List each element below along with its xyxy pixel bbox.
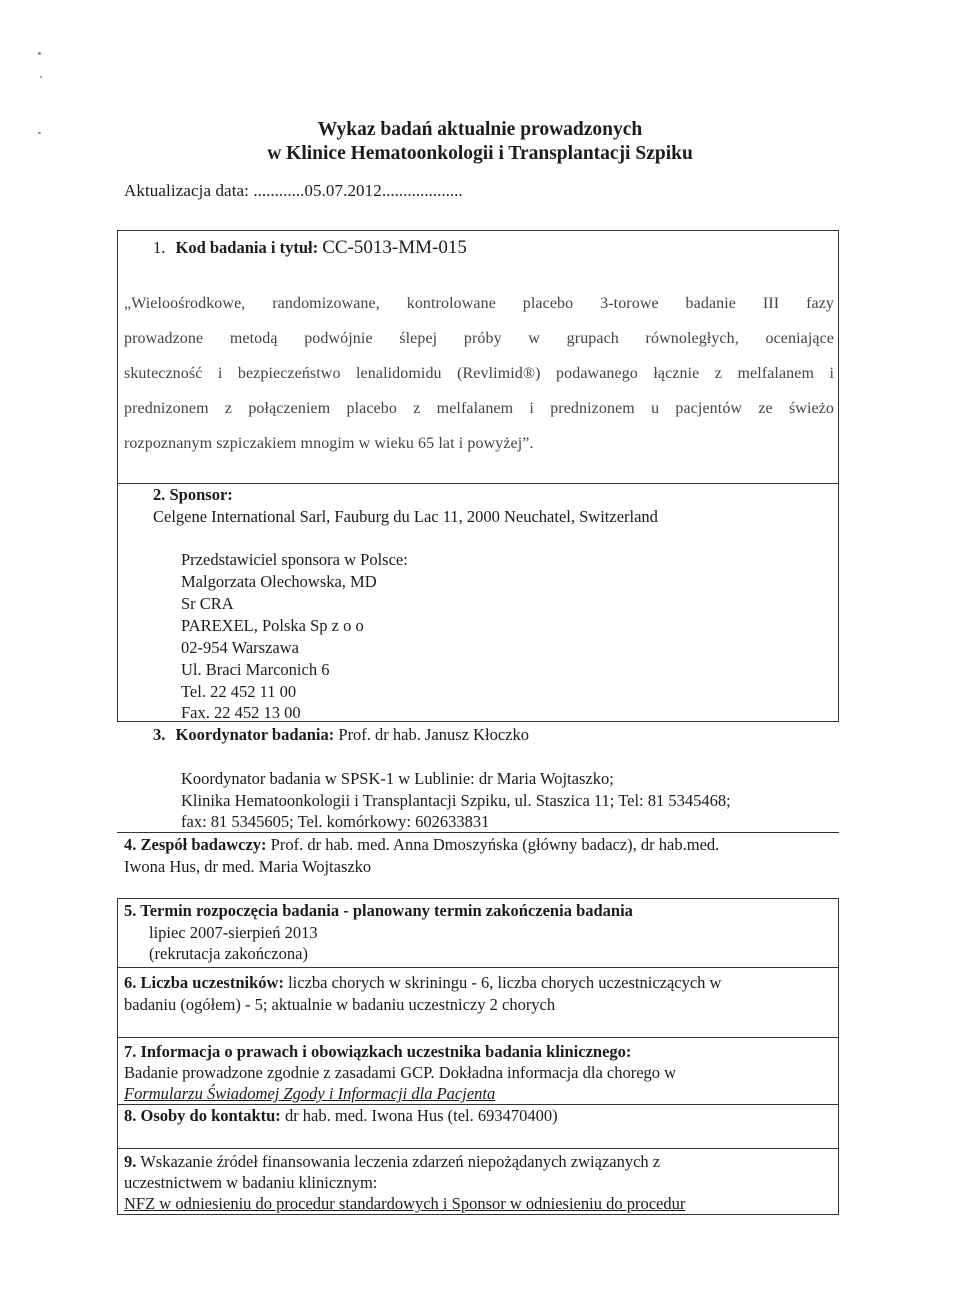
- rights-info-line1: Badanie prowadzone zgodnie z zasadami GCP. Dokładna informacja dla chorego w: [124, 1063, 677, 1082]
- scan-speck: [38, 52, 41, 55]
- sponsor-rep-line: Przedstawiciel sponsora w Polsce:: [181, 550, 408, 569]
- funding-line: uczestnictwem w badaniu klinicznym:: [124, 1173, 378, 1192]
- scan-speck: [40, 76, 42, 78]
- section-number: 9.: [124, 1152, 137, 1171]
- study-title-line: rozpoznanym szpiczakiem mnogim w wieku 65 lat i powyżej”.: [124, 435, 534, 452]
- coordinator-line: Klinika Hematoonkologii i Transplantacji Szpiku, ul. Staszica 11; Tel: 81 5345468;: [181, 791, 731, 810]
- update-date: [124, 181, 463, 201]
- rights-info-line2: Formularzu Świadomej Zgody i Informacji dla Pacjenta: [124, 1084, 496, 1103]
- document-title-line2: w Klinice Hematoonkologii i Transplantacji Szpiku: [267, 143, 693, 164]
- participants-line2: badaniu (ogółem) - 5; aktualnie w badaniu uczestniczy 2 chorych: [124, 995, 556, 1014]
- section-number: 3.: [153, 725, 166, 744]
- coordinator-line: Koordynator badania w SPSK-1 w Lublinie: dr Maria Wojtaszko;: [181, 769, 614, 788]
- dot-leader: ...................: [381, 181, 463, 200]
- section-9-heading: [124, 1152, 660, 1172]
- participants-count: liczba chorych w skriningu - 6, liczba chorych uczestniczących w: [288, 973, 722, 992]
- section-label: Kod badania i tytuł:: [175, 238, 319, 257]
- update-date-value: 05.07.2012: [304, 181, 382, 200]
- section-7-heading: 7. Informacja o prawach i obowiązkach uczestnika badania klinicznego:: [124, 1042, 632, 1061]
- funding-line: Wskazanie źródeł finansowania leczenia zdarzeń niepożądanych związanych z: [140, 1152, 661, 1171]
- study-title-line: skuteczność i bezpieczeństwo lenalidomidu (Revlimid®) podawanego łącznie z melfalanem i: [124, 365, 834, 382]
- section-number: 1.: [153, 238, 166, 257]
- section-2-heading: [153, 485, 233, 505]
- document-title-line1: Wykaz badań aktualnie prowadzonych: [317, 119, 643, 140]
- coordinator-name: Prof. dr hab. Janusz Kłoczko: [338, 725, 530, 744]
- study-title-line: „Wieloośrodkowe, randomizowane, kontrolowane placebo 3-torowe badanie III fazy: [124, 295, 834, 312]
- section-label: 6. Liczba uczestników:: [124, 973, 284, 992]
- section-4-heading: [124, 835, 719, 855]
- research-team: Prof. dr hab. med. Anna Dmoszyńska (główny badacz), dr hab.med.: [270, 835, 720, 854]
- section-1-heading: [153, 238, 467, 258]
- study-title-line: prednizonem z połączeniem placebo z melfalanem i prednizonem u pacjentów ze świeżo: [124, 400, 834, 417]
- study-title: [124, 286, 834, 461]
- section-5-heading: 5. Termin rozpoczęcia badania - planowany termin zakończenia badania: [124, 901, 633, 920]
- funding-line: NFZ w odniesieniu do procedur standardowych i Sponsor w odniesieniu do procedur: [124, 1194, 686, 1213]
- section-number: 2.: [153, 485, 166, 504]
- sponsor-rep-line: Tel. 22 452 11 00: [181, 682, 297, 701]
- section-label: Sponsor:: [169, 485, 233, 504]
- sponsor-rep-line: Fax. 22 452 13 00: [181, 703, 301, 722]
- sponsor-rep-line: PAREXEL, Polska Sp z o o: [181, 616, 364, 635]
- sponsor-rep-line: Sr CRA: [181, 594, 234, 613]
- contact-person: dr hab. med. Iwona Hus (tel. 693470400): [284, 1106, 558, 1125]
- recruitment-status: (rekrutacja zakończona): [149, 944, 308, 963]
- section-label: 8. Osoby do kontaktu:: [124, 1106, 281, 1125]
- section-8-heading: [124, 1106, 558, 1126]
- sponsor-rep-line: Malgorzata Olechowska, MD: [181, 572, 377, 591]
- study-period: lipiec 2007-sierpień 2013: [149, 923, 318, 942]
- section-3-heading: [153, 725, 529, 745]
- research-team-line2: Iwona Hus, dr med. Maria Wojtaszko: [124, 857, 372, 876]
- section-label: Koordynator badania:: [175, 725, 335, 744]
- section-divider: [117, 832, 839, 833]
- study-title-line: prowadzone metodą podwójnie ślepej próby w grupach równoległych, oceniające: [124, 330, 834, 347]
- section-label: 4. Zespół badawczy:: [124, 835, 267, 854]
- study-code: CC-5013-MM-015: [322, 237, 467, 258]
- dot-leader: ............: [253, 181, 305, 200]
- sponsor-rep-line: 02-954 Warszawa: [181, 638, 299, 657]
- sponsor-name: Celgene International Sarl, Fauburg du Lac 11, 2000 Neuchatel, Switzerland: [153, 507, 658, 526]
- coordinator-line: fax: 81 5345605; Tel. komórkowy: 602633831: [181, 812, 490, 831]
- section-6-heading: [124, 973, 721, 993]
- sponsor-rep-line: Ul. Braci Marconich 6: [181, 660, 330, 679]
- update-label: Aktualizacja data:: [124, 181, 249, 200]
